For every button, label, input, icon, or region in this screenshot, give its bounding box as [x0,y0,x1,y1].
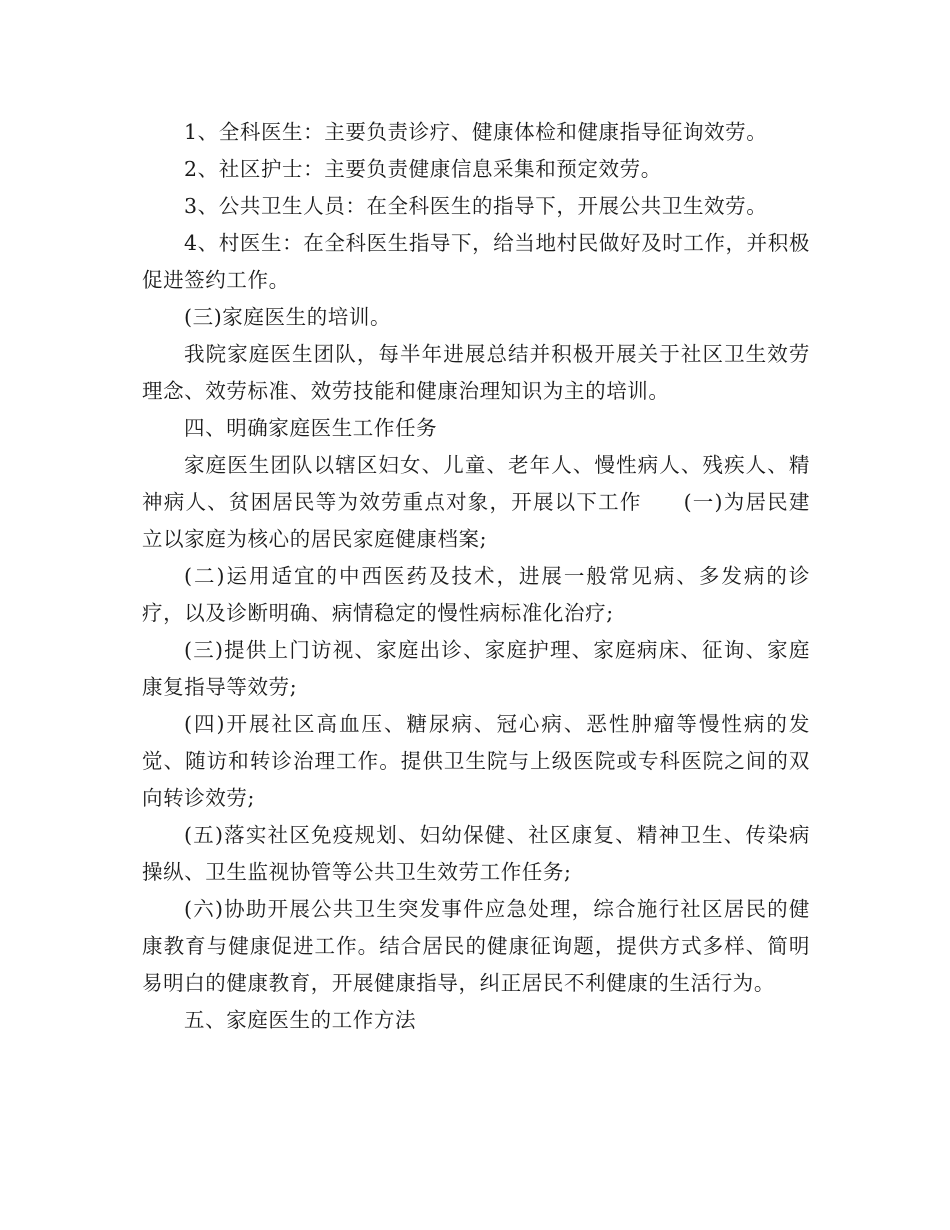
paragraph-training-heading: (三)家庭医生的培训。 [184,305,392,329]
task-item-3: (三)提供上门访视、家庭出诊、家庭护理、家庭病床、征询、家庭康复指导等效劳; [142,638,810,699]
paragraph-village-doctor-role: 4、村医生：在全科医生指导下，给当地村民做好及时工作，并积极促进签约工作。 [142,231,810,292]
paragraph-training-body: 我院家庭医生团队，每半年进展总结并积极开展关于社区卫生效劳理念、效劳标准、效劳技能和健康治理知识为主的培训。 [142,342,810,403]
task-item-5: (五)落实社区免疫规划、妇幼保健、社区康复、精神卫生、传染病操纵、卫生监视协管等公共卫生效劳工作任务; [142,823,810,884]
task-item-1: (一)为居民建立以家庭为核心的居民家庭健康档案; [142,490,810,551]
task-item-4: (四)开展社区高血压、糖尿病、冠心病、恶性肿瘤等慢性病的发觉、随访和转诊治理工作。提供卫生院与上级医院或专科医院之间的双向转诊效劳; [142,712,810,810]
paragraph-nurse-role: 2、社区护士：主要负责健康信息采集和预定效劳。 [184,157,662,181]
section-heading-tasks: 四、明确家庭医生工作任务 [184,416,438,440]
task-item-6: (六)协助开展公共卫生突发事件应急处理，综合施行社区居民的健康教育与健康促进工作。结合居民的健康征询题，提供方式多样、简明易明白的健康教育，开展健康指导，纠正居民不利健康的生活行为。 [142,897,810,995]
task-item-2: (二)运用适宜的中西医药及技术，进展一般常见病、多发病的诊疗，以及诊断明确、病情稳定的慢性病标准化治疗; [142,564,810,625]
paragraph-task-intro [142,447,810,558]
task-intro-text: 家庭医生团队以辖区妇女、儿童、老年人、慢性病人、残疾人、精神病人、贫困居民等为效劳重点对象，开展以下工作 [142,453,810,514]
paragraph-public-health-role: 3、公共卫生人员：在全科医生的指导下，开展公共卫生效劳。 [184,194,768,218]
paragraph-gp-role: 1、全科医生：主要负责诊疗、健康体检和健康指导征询效劳。 [184,120,768,144]
section-heading-methods: 五、家庭医生的工作方法 [184,1008,417,1032]
document-body [142,114,810,1039]
